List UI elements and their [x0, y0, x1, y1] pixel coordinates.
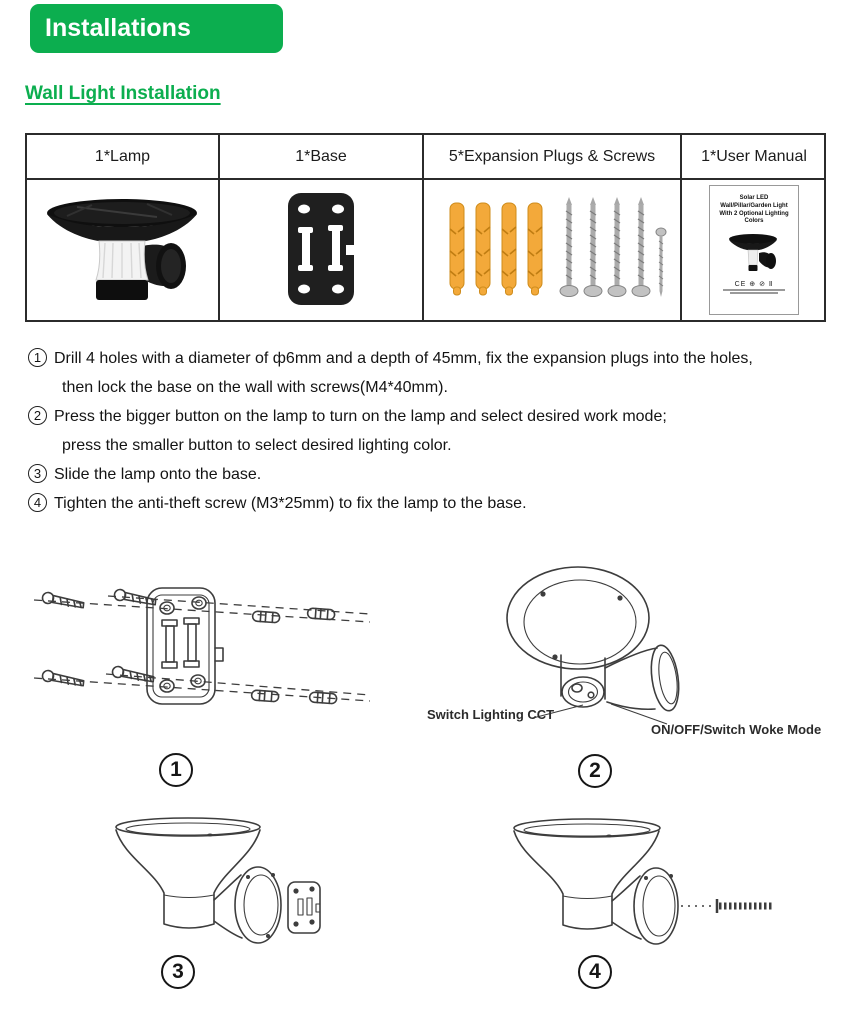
- step-1-line-2: then lock the base on the wall with screws(M4*40mm).: [62, 379, 448, 396]
- parts-header-base: 1*Base: [220, 135, 424, 180]
- parts-header-plugs-screws: 5*Expansion Plugs & Screws: [424, 135, 682, 180]
- figure-2-diagram: [415, 558, 845, 763]
- step-2-line-2: press the smaller button to select desired lighting color.: [62, 437, 452, 454]
- lamp-photo-cell: [27, 180, 220, 320]
- step-4-text: Tighten the anti-theft screw (M3*25mm) to fix the lamp to the base.: [54, 495, 527, 512]
- plugs-screws-photo: [434, 187, 670, 313]
- step-2-line-1: [28, 402, 828, 431]
- base-photo-cell: [220, 180, 424, 320]
- lamp-photo: [37, 187, 209, 313]
- installations-banner: [30, 4, 283, 53]
- anti-theft-screw-illustration: [440, 798, 785, 963]
- mounting-screws: [560, 197, 666, 297]
- step-3-line-1: [28, 460, 828, 489]
- figure-1-number: 1: [159, 753, 193, 787]
- user-manual-cell: [682, 180, 826, 320]
- figure-4-number: 4: [578, 955, 612, 989]
- manual-title-line1: Solar LED Wall/Pillar/Garden Light: [720, 195, 788, 209]
- anti-theft-screw: [656, 228, 666, 297]
- base-mounting-illustration: [20, 558, 380, 758]
- step-3-text: Slide the lamp onto the base.: [54, 466, 262, 483]
- figure-4-diagram: [440, 798, 785, 968]
- manual-title-line2: With 2 Optional Lighting Colors: [719, 210, 789, 225]
- step-2-number: 2: [28, 406, 47, 425]
- step-4-line-1: [28, 489, 828, 518]
- manual-fine-print-line: [723, 289, 785, 291]
- manual-cert-marks: CE ⊕ ⊘ Ⅱ: [734, 281, 774, 289]
- user-manual-cover: [709, 185, 799, 315]
- base-photo: [236, 187, 406, 313]
- screw-glyph: [717, 899, 772, 913]
- step-3-number: 3: [28, 464, 47, 483]
- figure-3-diagram: [62, 798, 382, 968]
- manual-lamp-thumbnail: [726, 231, 782, 277]
- parts-header-lamp: 1*Lamp: [27, 135, 220, 180]
- step-1-line-1: [28, 344, 828, 373]
- lamp-buttons-illustration: [415, 558, 845, 758]
- cct-button-label: Switch Lighting CCT: [427, 707, 555, 722]
- step-4-number: 4: [28, 493, 47, 512]
- banner-title: Installations: [45, 14, 191, 42]
- figure-3-number: 3: [161, 955, 195, 989]
- lamp-slide-illustration: [62, 798, 382, 963]
- manual-fine-print-line: [730, 292, 778, 294]
- figure-1-diagram: [20, 558, 380, 763]
- parts-header-user-manual: 1*User Manual: [682, 135, 826, 180]
- plugs-screws-photo-cell: [424, 180, 682, 320]
- installation-instructions: [28, 344, 828, 518]
- figure-2-number: 2: [578, 754, 612, 788]
- expansion-plugs: [450, 203, 542, 295]
- parts-table: [25, 133, 826, 322]
- onoff-button-label: ON/OFF/Switch Woke Mode: [651, 722, 822, 737]
- step-1-text: Drill 4 holes with a diameter of ф6mm and a depth of 45mm, fix the expansion plugs into the holes,: [54, 350, 753, 367]
- section-title: Wall Light Installation: [25, 83, 221, 104]
- step-1-number: 1: [28, 348, 47, 367]
- step-2-text: Press the bigger button on the lamp to turn on the lamp and select desired work mode;: [54, 408, 667, 425]
